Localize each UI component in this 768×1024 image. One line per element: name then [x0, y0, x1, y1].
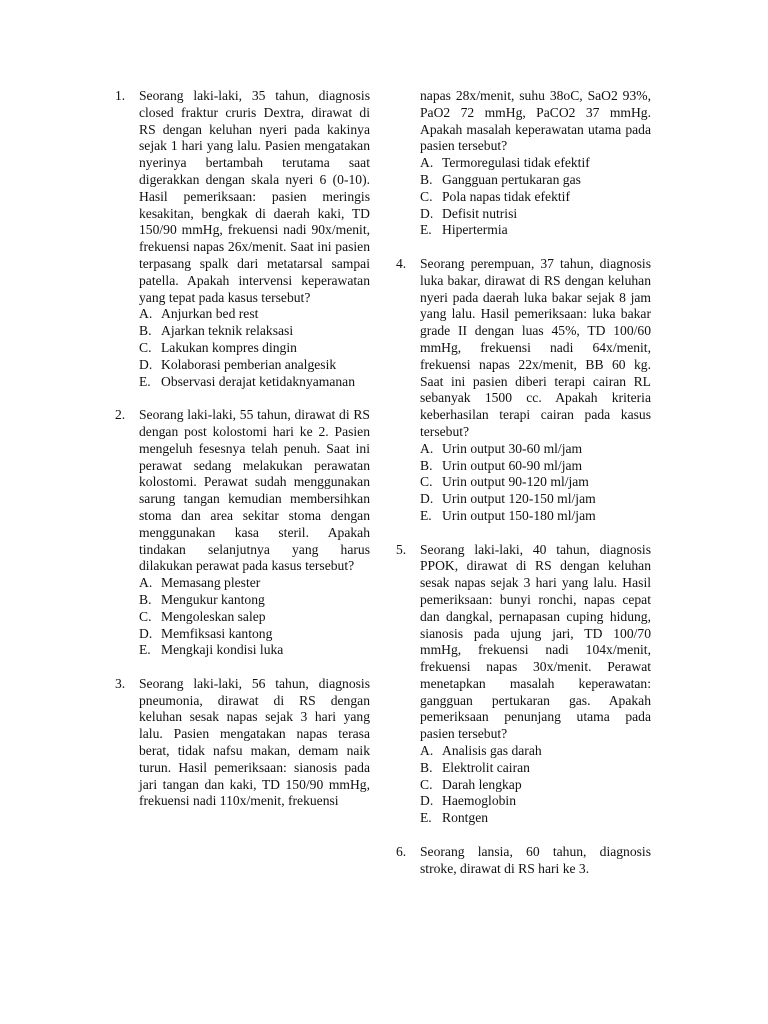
answer-option: [139, 642, 370, 659]
option-letter: D.: [420, 205, 434, 221]
question-continuation: [396, 88, 651, 239]
option-text: Gangguan pertukaran gas: [442, 171, 581, 187]
option-letter: B.: [139, 323, 152, 339]
question-number: 3.: [115, 675, 126, 691]
option-text: Haemoglobin: [442, 793, 516, 809]
option-text: Ajarkan teknik relaksasi: [161, 323, 294, 339]
option-letter: E.: [420, 810, 432, 826]
answer-option: [139, 323, 370, 340]
option-letter: B.: [139, 591, 152, 607]
question-item: [115, 407, 370, 659]
option-text: Defisit nutrisi: [442, 205, 518, 221]
option-text: Termoregulasi tidak efektif: [442, 155, 590, 171]
answer-option: [139, 306, 370, 323]
answer-option: [139, 626, 370, 643]
option-text: Rontgen: [442, 810, 489, 826]
option-text: Observasi derajat ketidaknyamanan: [161, 373, 356, 389]
option-letter: C.: [420, 474, 433, 490]
option-letter: C.: [139, 608, 152, 624]
option-text: Urin output 60-90 ml/jam: [442, 457, 583, 473]
answer-option: [420, 793, 651, 810]
question-item: [396, 542, 651, 828]
option-letter: A.: [420, 155, 434, 171]
option-text: Lakukan kompres dingin: [161, 339, 297, 355]
option-text: Memfiksasi kantong: [161, 625, 273, 641]
option-letter: C.: [420, 188, 433, 204]
answer-options: [420, 441, 651, 525]
answer-option: [139, 374, 370, 391]
option-text: Urin output 90-120 ml/jam: [442, 474, 589, 490]
answer-option: [139, 609, 370, 626]
option-letter: A.: [139, 575, 153, 591]
option-letter: C.: [139, 339, 152, 355]
option-letter: D.: [420, 491, 434, 507]
option-text: Memasang plester: [161, 575, 261, 591]
option-text: Kolaborasi pemberian analgesik: [161, 356, 337, 372]
option-letter: B.: [420, 171, 433, 187]
answer-option: [139, 575, 370, 592]
option-text: Mengukur kantong: [161, 591, 265, 607]
question-number: 6.: [396, 843, 407, 859]
answer-option: [420, 508, 651, 525]
answer-option: [420, 760, 651, 777]
question-stem: Seorang laki-laki, 40 tahun, diagnosis PPOK, dirawat di RS dengan keluhan sesak napas sejak 3 hari yang lalu. Hasil pemeriksaan: bunyi ronchi, napas cepat dan dangkal, pernapasan cuping hidung, sianosis pada ujung jari, TD 100/70 mmHg, frekuensi nadi 104x/menit, frekuensi napas 30x/menit. Perawat menetapkan masalah keperawatan: gangguan pertukaran gas. Apakah pemeriksaan penunjang utama pada pasien tersebut?: [420, 541, 651, 742]
answer-option: [420, 777, 651, 794]
question-item: [115, 88, 370, 390]
answer-option: [420, 189, 651, 206]
option-text: Hipertermia: [442, 222, 508, 238]
answer-option: [420, 491, 651, 508]
answer-options: [420, 155, 651, 239]
option-text: Mengkaji kondisi luka: [161, 642, 284, 658]
option-letter: A.: [420, 440, 434, 456]
option-letter: E.: [139, 373, 151, 389]
question-item: [115, 676, 370, 810]
left-column: [115, 88, 370, 827]
option-text: Pola napas tidak efektif: [442, 188, 570, 204]
question-item: [396, 844, 651, 878]
answer-options: [420, 743, 651, 827]
option-text: Anjurkan bed rest: [161, 306, 259, 322]
question-number: 2.: [115, 407, 126, 423]
question-stem: Seorang laki-laki, 56 tahun, diagnosis pneumonia, dirawat di RS dengan keluhan sesak napas sejak 3 hari yang lalu. Pasien mengatakan napas terasa berat, tidak nafsu makan, demam naik turun. Hasil pemeriksaan: sianosis pada jari tangan dan kaki, TD 150/90 mmHg, frekuensi nadi 110x/menit, frekuensi: [139, 675, 370, 809]
answer-option: [420, 155, 651, 172]
question-stem: Seorang perempuan, 37 tahun, diagnosis luka bakar, dirawat di RS dengan keluhan nyeri pada daerah luka bakar sejak 8 jam yang lalu. Hasil pemeriksaan: luka bakar grade II dengan luas 45%, TD 100/60 mmHg, frekuensi nadi 64x/menit, frekuensi napas 22x/menit, BB 60 kg. Saat ini pasien diberi terapi cairan RL sebanyak 1500 cc. Apakah kriteria keberhasilan terapi cairan pada kasus tersebut?: [420, 255, 651, 439]
answer-option: [420, 458, 651, 475]
option-text: Analisis gas darah: [442, 743, 542, 759]
option-text: Mengoleskan salep: [161, 608, 266, 624]
answer-options: [139, 575, 370, 659]
option-letter: D.: [139, 625, 153, 641]
answer-option: [420, 441, 651, 458]
question-stem: Seorang laki-laki, 55 tahun, dirawat di RS dengan post kolostomi hari ke 2. Pasien mengeluh fesesnya telah penuh. Saat ini perawat sedang melakukan perawatan kolostomi. Perawat sudah menggunakan sarung tangan kemudian membersihkan stoma dan area sekitar stoma dengan menggunakan kasa steril. Apakah tindakan selanjutnya yang harus dilakukan perawat pada kasus tersebut?: [139, 407, 370, 574]
answer-option: [420, 206, 651, 223]
answer-option: [420, 810, 651, 827]
option-letter: B.: [420, 457, 433, 473]
option-letter: B.: [420, 759, 433, 775]
answer-option: [139, 592, 370, 609]
question-number: 1.: [115, 88, 126, 103]
answer-option: [420, 222, 651, 239]
answer-option: [139, 340, 370, 357]
option-letter: A.: [139, 306, 153, 322]
option-letter: E.: [420, 507, 432, 523]
option-text: Darah lengkap: [442, 776, 522, 792]
answer-options: [139, 306, 370, 390]
question-number: 4.: [396, 255, 407, 271]
option-letter: D.: [139, 356, 153, 372]
answer-option: [139, 357, 370, 374]
question-number: 5.: [396, 541, 407, 557]
question-item: [396, 256, 651, 525]
question-stem: Seorang lansia, 60 tahun, diagnosis stroke, dirawat di RS hari ke 3.: [420, 843, 651, 876]
right-column: [396, 88, 651, 894]
option-text: Elektrolit cairan: [442, 759, 530, 775]
question-stem: napas 28x/menit, suhu 38oC, SaO2 93%, PaO2 72 mmHg, PaCO2 37 mmHg. Apakah masalah keperawatan utama pada pasien tersebut?: [420, 88, 651, 154]
answer-option: [420, 172, 651, 189]
option-text: Urin output 30-60 ml/jam: [442, 440, 583, 456]
option-letter: A.: [420, 743, 434, 759]
option-letter: D.: [420, 793, 434, 809]
option-letter: C.: [420, 776, 433, 792]
answer-option: [420, 474, 651, 491]
answer-option: [420, 743, 651, 760]
option-letter: E.: [139, 642, 151, 658]
option-letter: E.: [420, 222, 432, 238]
option-text: Urin output 150-180 ml/jam: [442, 507, 596, 523]
question-stem: Seorang laki-laki, 35 tahun, diagnosis closed fraktur cruris Dextra, dirawat di RS dengan keluhan nyeri pada kakinya sejak 1 hari yang lalu. Pasien mengatakan nyerinya bertambah terutama saat digerakkan dengan skala nyeri 6 (0-10). Hasil pemeriksaan: pasien meringis kesakitan, bengkak di daerah kaki, TD 150/90 mmHg, frekuensi nadi 90x/menit, frekuensi napas 26x/menit. Saat ini pasien terpasang spalk dari metatarsal sampai patella. Apakah intervensi keperawatan yang tepat pada kasus tersebut?: [139, 88, 370, 305]
option-text: Urin output 120-150 ml/jam: [442, 491, 596, 507]
